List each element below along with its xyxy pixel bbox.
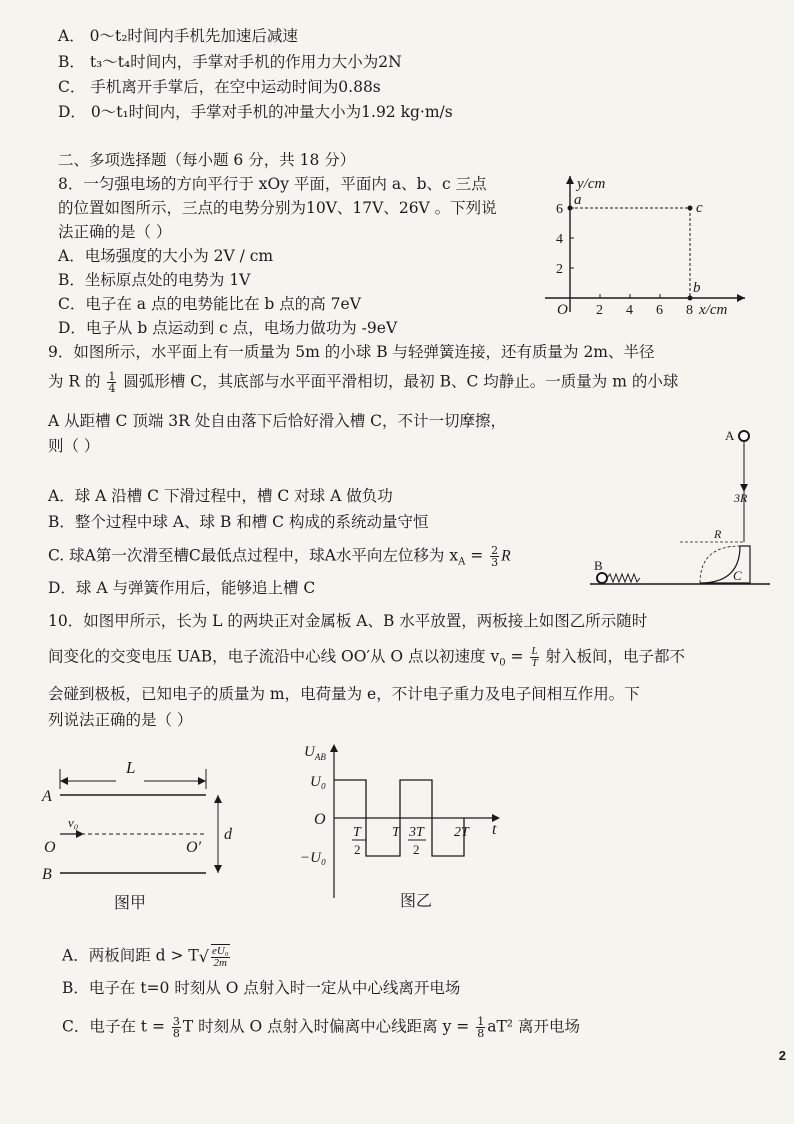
x-tick-label: 2 (596, 303, 603, 318)
q7-option-a: A． 0～t₂时间内手机先加速后减速 (58, 27, 298, 45)
q9-option-d: D．球 A 与弹簧作用后，能够追上槽 C (48, 579, 316, 597)
q8-stem-2: 的位置如图所示，三点的电势分别为10V、17V、26V 。下列说 (58, 199, 497, 217)
q10-option-b: B．电子在 t=0 时刻从 O 点射入时一定从中心线离开电场 (62, 979, 461, 997)
tick-t: T (392, 825, 400, 840)
q7-option-b: B． t₃～t₄时间内，手掌对手机的作用力大小为2N (58, 53, 402, 71)
tick-three-half-t-num: 3T (409, 825, 424, 840)
page-number: 2 (778, 1048, 786, 1063)
x-tick-label: 8 (686, 303, 693, 318)
point-a (568, 206, 573, 211)
u0-label: U₀ (310, 774, 327, 790)
q9-line-3: A 从距槽 C 顶端 3R 处自由落下后恰好滑入槽 C，不计一切摩擦， (48, 412, 507, 430)
quarter-fraction: $\frac{1}{4}$ (108, 370, 116, 395)
q9-line-1: 9．如图所示，水平面上有一质量为 5m 的小球 B 与轻弹簧连接，还有质量为 2m、半径 (48, 343, 655, 361)
gap-d-label: d (224, 826, 232, 843)
tick-three-half-t-den: 2 (413, 842, 420, 857)
q8-coordinate-graph (545, 172, 775, 332)
point-label-b: b (693, 280, 701, 296)
radius-label: R (714, 527, 722, 541)
y-tick-label: 4 (556, 232, 563, 247)
q8-stem-3: 法正确的是（ ） (58, 223, 172, 241)
figure-jia (38, 755, 258, 925)
q9-line-2a: 为 R 的 (48, 372, 106, 391)
q10-line-4: 列说法正确的是（ ） (48, 711, 193, 729)
point-label-c: c (696, 200, 703, 216)
figure-yi (296, 738, 526, 913)
q10-line-3: 会碰到极板，已知电子的质量为 m，电荷量为 e，不计电子重力及电子间相互作用。下 (48, 685, 640, 703)
x-tick-label: 6 (656, 303, 663, 318)
arc-groove-c (700, 546, 750, 583)
tick-2t: 2T (454, 825, 469, 840)
plate-a-label: A (42, 788, 52, 805)
q9-line-2 (48, 371, 678, 394)
q7-option-c: C． 手机离开手掌后，在空中运动时间为0.88s (58, 78, 381, 96)
q10-option-a: A．两板间距 d > T√ $\frac{\text{eU₀}}{2m}$ (62, 945, 229, 969)
point-b (688, 296, 693, 301)
y-axis-label: y/cm (577, 176, 606, 192)
figure-jia-caption: 图甲 (114, 893, 147, 912)
q8-option-c: C．电子在 a 点的电势能比在 b 点的高 7eV (58, 295, 361, 313)
origin-o-label: O (314, 811, 326, 828)
height-label: 3R (734, 491, 748, 505)
point-c (688, 206, 693, 211)
ball-b-label: B (594, 558, 603, 573)
origin-label: O (557, 302, 568, 318)
y-tick-label: 6 (556, 202, 563, 217)
ball-a (739, 431, 749, 441)
q8-option-d: D．电子从 b 点运动到 c 点，电场力做功为 -9eV (58, 319, 398, 337)
q9-option-b: B．整个过程中球 A、球 B 和槽 C 构成的系统动量守恒 (48, 513, 429, 531)
q9-option-a: A．球 A 沿槽 C 下滑过程中，槽 C 对球 A 做负功 (48, 487, 393, 505)
x-tick-label: 4 (626, 303, 633, 318)
ball-a-label: A (725, 428, 735, 443)
ball-b (597, 573, 607, 583)
neg-u0-label: −U₀ (300, 850, 327, 866)
point-o-prime-label: O′ (186, 839, 202, 856)
sqrt-fraction: $\frac{\text{eU₀}}{2m}$ (211, 945, 229, 969)
q10-option-c: C．电子在 t = $\frac{3}{8}$ T 时刻从 O 点射入时偏离中心线距离 y = $\frac{1}{8}$ aT² 离开电场 (62, 1015, 580, 1040)
q9-option-c: C. 球A第一次滑至槽C最低点过程中，球A水平向左位移为 $x_A$ = $\frac{2}{3}$ R (48, 544, 511, 569)
q8-option-b: B．坐标原点处的电势为 1V (58, 271, 251, 289)
l-over-t-fraction: $\frac{L}{T}$ (531, 645, 538, 669)
q9-figure (590, 420, 790, 600)
tick-half-t-num: T (353, 825, 361, 840)
plate-length-label: L (126, 758, 136, 777)
point-label-a: a (574, 192, 582, 208)
section-heading: 二、多项选择题（每小题 6 分，共 18 分） (58, 151, 356, 169)
q9-line-4: 则（ ） (48, 437, 100, 455)
point-o-label: O (44, 839, 56, 856)
q10-line-1: 10．如图甲所示，长为 L 的两块正对金属板 A、B 水平放置，两板接上如图乙所示随时 (48, 612, 648, 630)
q8-option-a: A．电场强度的大小为 2V / cm (58, 247, 274, 265)
figure-yi-caption: 图乙 (400, 891, 433, 910)
y-tick-label: 2 (556, 262, 563, 277)
v0-label: v₀ (68, 815, 79, 830)
plate-b-label: B (42, 866, 52, 883)
time-axis-label: t (492, 821, 497, 838)
tick-half-t-den: 2 (354, 842, 361, 857)
q9-line-2b: 圆弧形槽 C，其底部与水平面平滑相切，最初 B、C 均静止。一质量为 m 的小球 (118, 372, 679, 391)
two-thirds-fraction: $\frac{2}{3}$ (491, 544, 499, 569)
q8-stem-1: 8．一匀强电场的方向平行于 xOy 平面，平面内 a、b、c 三点 (58, 175, 487, 193)
spring (607, 574, 640, 582)
q7-option-d: D． 0～t₁时间内，手掌对手机的冲量大小为1.92 kg·m/s (58, 103, 453, 121)
uab-label: $U_{AB}$ (304, 744, 326, 762)
groove-label: C (733, 568, 742, 583)
x-axis-label: x/cm (699, 302, 728, 318)
q10-line-2: 间变化的交变电压 UAB，电子流沿中心线 OO′从 O 点以初速度 $v_0$ = $\frac{L}{T}$ 射入板间，电子都不 (48, 645, 685, 669)
